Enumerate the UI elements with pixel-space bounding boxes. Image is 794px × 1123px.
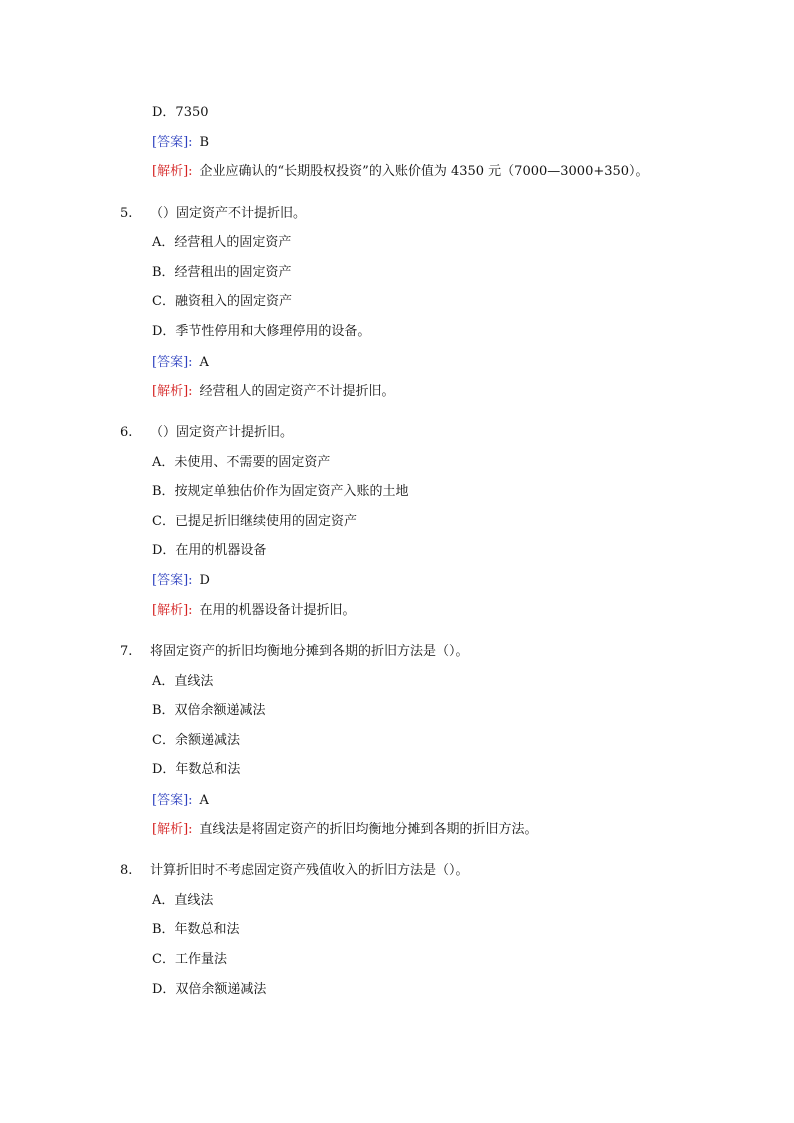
- answer-line: [152, 135, 209, 151]
- question-text: （）固定资产计提折旧。: [150, 425, 294, 440]
- question-number: 5.: [120, 206, 133, 221]
- question-number: 7.: [120, 644, 133, 659]
- option-a: A．经营租人的固定资产: [152, 235, 292, 250]
- option-b: B．经营租出的固定资产: [152, 265, 292, 280]
- option-d: D．季节性停用和大修理停用的设备。: [152, 324, 371, 339]
- explanation-line: [152, 603, 356, 619]
- answer-label: [答案]:: [152, 573, 193, 588]
- explanation-line: [152, 822, 538, 838]
- option-c: C．已提足折旧继续使用的固定资产: [152, 514, 357, 529]
- option-c: C．融资租入的固定资产: [152, 294, 292, 309]
- answer-label: [答案]:: [152, 355, 193, 370]
- option-a: A．直线法: [152, 893, 214, 908]
- answer-line: [152, 355, 209, 371]
- option-a: A．直线法: [152, 674, 214, 689]
- answer-line: [152, 793, 209, 809]
- answer-value: B: [199, 135, 210, 150]
- option-d: D．7350: [152, 105, 209, 120]
- answer-value: A: [199, 793, 209, 808]
- option-b: B．双倍余额递减法: [152, 703, 266, 718]
- explanation-text: 直线法是将固定资产的折旧均衡地分摊到各期的折旧方法。: [199, 822, 538, 837]
- question-text: （）固定资产不计提折旧。: [150, 206, 307, 221]
- answer-line: [152, 573, 210, 589]
- explanation-label: [解析]:: [152, 384, 193, 399]
- option-d: D．双倍余额递减法: [152, 982, 267, 997]
- explanation-text: 在用的机器设备计提折旧。: [199, 603, 356, 618]
- question-text: 将固定资产的折旧均衡地分摊到各期的折旧方法是（）。: [150, 644, 469, 659]
- explanation-text: 经营租人的固定资产不计提折旧。: [199, 384, 395, 399]
- explanation-label: [解析]:: [152, 164, 193, 179]
- answer-value: D: [199, 573, 210, 588]
- answer-label: [答案]:: [152, 135, 193, 150]
- option-d: D．在用的机器设备: [152, 543, 267, 558]
- option-b: B．按规定单独估价作为固定资产入账的土地: [152, 484, 409, 499]
- answer-label: [答案]:: [152, 793, 193, 808]
- question-number: 8.: [120, 863, 133, 878]
- option-c: C．工作量法: [152, 952, 227, 967]
- option-d: D．年数总和法: [152, 762, 241, 777]
- option-b: B．年数总和法: [152, 922, 240, 937]
- option-c: C．余额递减法: [152, 733, 240, 748]
- question-text: 计算折旧时不考虑固定资产残值收入的折旧方法是（）。: [150, 863, 469, 878]
- explanation-line: [152, 384, 395, 400]
- explanation-label: [解析]:: [152, 822, 193, 837]
- option-a: A．未使用、不需要的固定资产: [152, 455, 331, 470]
- explanation-text: 企业应确认的“长期股权投资”的入账价值为 4350 元（7000—3000+350）。: [199, 164, 649, 179]
- question-number: 6.: [120, 425, 133, 440]
- answer-value: A: [199, 355, 209, 370]
- explanation-label: [解析]:: [152, 603, 193, 618]
- explanation-line: [152, 164, 649, 180]
